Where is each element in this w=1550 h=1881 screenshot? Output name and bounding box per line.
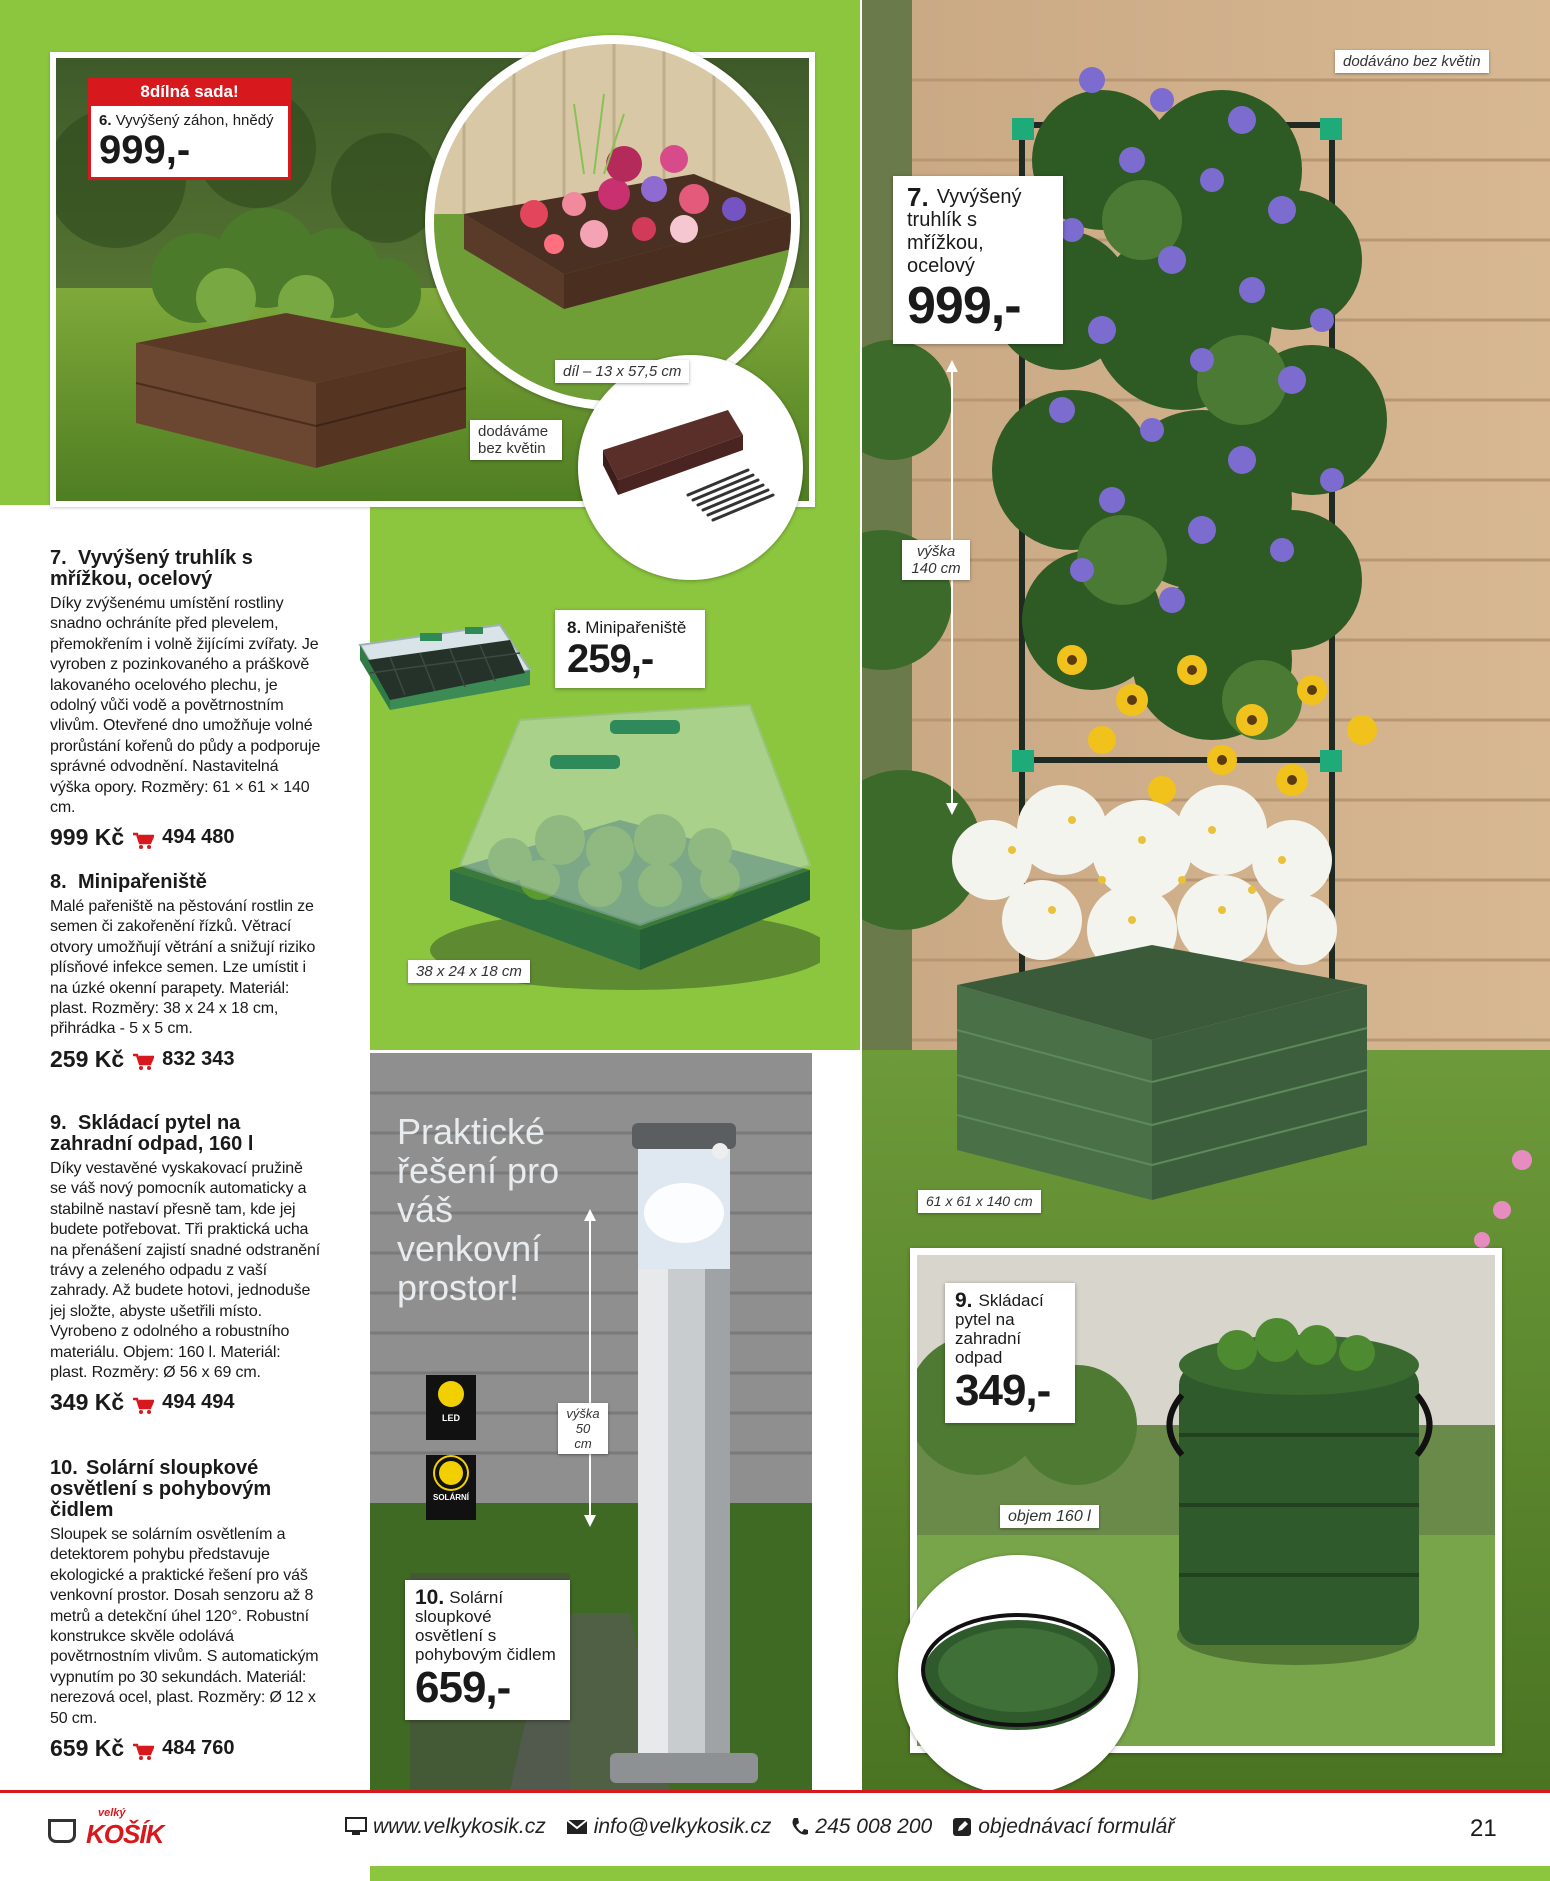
product-num: 7.: [50, 547, 67, 569]
footer-phone[interactable]: [791, 1815, 932, 1839]
price: 349 Kč: [50, 1389, 125, 1416]
set-banner: 8dílná sada!: [88, 78, 291, 106]
product-7: [50, 548, 322, 851]
tag-7-num: 7.: [907, 182, 929, 212]
phone-icon: [791, 1817, 809, 1837]
bulb-icon: [438, 1381, 464, 1407]
greenhouse-large: [420, 700, 820, 990]
label-no-flowers: dodáváme bez květin: [470, 420, 562, 460]
product-title-text: Vyvýšený truhlík s mřížkou, ocelový: [50, 547, 253, 590]
tag-num: 6.: [99, 112, 112, 129]
product-9: [50, 1113, 322, 1416]
flower-bed-circle: [425, 35, 800, 410]
product-desc: Díky vestavěné vyskakovací pružině se váš nový pomocník automaticky a stabilně nastaví přesně tam, kde jej budete potřebovat. Tři praktická ucha na přenášení zajistí snadné odstranění trávy a zeleného odpadu z vaší zahrady. Až budete hotovi, jednoduše jej složte, abyste ušetřili místo. Vyrobeno z odolného a robustního materiálu. Objem: 160 l. Materiál: plast. Rozměry: Ø 56 x 69 cm.: [50, 1160, 321, 1382]
footer-web[interactable]: [345, 1815, 546, 1839]
product-title-text: Solární sloupkové osvětlení s pohybovým čidlem: [50, 1457, 272, 1521]
logo-big: KOŠÍK: [86, 1819, 164, 1849]
footer: [0, 1790, 1550, 1866]
footer-email[interactable]: [566, 1815, 772, 1839]
tag-8-num: 8.: [567, 618, 582, 637]
product-title-text: Minipařeniště: [78, 871, 207, 893]
price-line: [50, 1735, 322, 1762]
product-10: [50, 1458, 322, 1762]
envelope-icon: [566, 1818, 588, 1836]
label-volume: objem 160 l: [1000, 1505, 1099, 1528]
product-num: 9.: [50, 1112, 67, 1134]
product-num: 10.: [50, 1457, 78, 1479]
footer-web-text: www.velkykosik.cz: [373, 1815, 546, 1838]
tag-8-price: 259,-: [567, 637, 654, 681]
footer-email-text: info@velkykosik.cz: [593, 1815, 772, 1838]
tag-7-price: 999,-: [907, 277, 1021, 335]
price: 659 Kč: [50, 1735, 125, 1762]
solar-label: SOLÁRNÍ: [433, 1493, 469, 1502]
product-title: [50, 872, 322, 893]
slogan: Praktické řešení pro váš venkovní prostor!: [397, 1111, 560, 1308]
logo-small: velký: [98, 1807, 126, 1819]
tag-7-name: Vyvýšený truhlík s mřížkou, ocelový: [907, 186, 1022, 277]
cart-icon[interactable]: [132, 1394, 154, 1412]
led-label: LED: [442, 1413, 460, 1423]
form-edit-icon: [952, 1817, 972, 1837]
label-part-size: díl – 13 x 57,5 cm: [555, 360, 689, 383]
parts-circle: [578, 355, 803, 580]
top-price-tag: [88, 106, 291, 180]
product-desc: Díky zvýšenému umístění rostliny snadno ochráníte před plevelem, přemokřením i volně žijícími zvířaty. Je vyroben z pozinkovaného a práškově lakovaného ocelového plechu, je odolný vůči vodě a povětrnostním vlivům. Otevřené dno umožňuje volné prorůstání kořenů do půdy a podporuje správné odvodnění. Nastavitelná výška opory. Rozměry: 61 × 61 × 140 cm.: [50, 595, 321, 817]
price-line: [50, 824, 322, 851]
cart-icon[interactable]: [132, 829, 154, 847]
footer-form-text: objednávací formulář: [978, 1815, 1175, 1838]
product-title: [50, 1458, 322, 1521]
order-code: 832 343: [162, 1047, 235, 1070]
led-badge: [426, 1375, 476, 1440]
product-title: [50, 548, 322, 590]
tag-10-name: Solární sloupkové osvětlení s pohybovým čidlem: [415, 1588, 556, 1664]
cart-icon[interactable]: [132, 1050, 154, 1068]
page-number: 21: [1470, 1815, 1497, 1842]
price: 259 Kč: [50, 1045, 125, 1072]
sun-icon: [439, 1461, 463, 1485]
cart-icon[interactable]: [132, 1740, 154, 1758]
product-num: 8.: [50, 871, 67, 893]
label-height-50: výška 50 cm: [558, 1403, 608, 1454]
order-code: 484 760: [162, 1737, 235, 1760]
tag-7: [893, 176, 1063, 344]
price-line: [50, 1046, 322, 1073]
product-8: [50, 872, 322, 1073]
price-line: [50, 1389, 322, 1416]
order-code: 494 480: [162, 826, 235, 849]
label-greenhouse-size: 38 x 24 x 18 cm: [408, 960, 530, 983]
monitor-icon: [345, 1817, 367, 1837]
tag-8: [555, 610, 705, 688]
tag-8-name: Minipařeniště: [585, 618, 687, 637]
product-title-text: Skládací pytel na zahradní odpad, 160 l: [50, 1112, 254, 1155]
tag-10: [405, 1580, 570, 1720]
tag-9-name: Skládací pytel na zahradní odpad: [955, 1291, 1044, 1367]
order-code: 494 494: [162, 1391, 235, 1414]
folded-bag-circle: [898, 1555, 1138, 1795]
label-height-140: výška 140 cm: [902, 540, 970, 580]
footer-links: [345, 1815, 1174, 1839]
footer-phone-text: 245 008 200: [815, 1815, 933, 1838]
tag-10-num: 10.: [415, 1586, 445, 1609]
solar-badge: [426, 1455, 476, 1520]
tag-9: [945, 1283, 1075, 1423]
product-desc: Malé pařeniště na pěstování rostlin ze semen či zakořenění řízků. Větrací otvory umožňují větrání a snižují riziko plísňové infekce semen. Lze umístit i na úzké okenní parapety. Materiál: plast. Rozměry: 38 x 24 x 18 cm, přihrádka - 5 x 5 cm.: [50, 898, 316, 1038]
tag-name: Vyvýšený záhon, hnědý: [115, 112, 274, 129]
label-no-flowers-2: dodáváno bez květin: [1335, 50, 1489, 73]
product-desc: Sloupek se solárním osvětlením a detektorem pohybu představuje ekologické a praktické řešení pro váš venkovní prostor. Dosah senzoru až 8 metrů a detekční úhel 120°. Robustní konstrukce skvěle odolává povětrnostním vlivům. S automatickým vypnutím po 30 sekundách. Materiál: nerezová ocel, plast. Rozměry: Ø 12 x 50 cm.: [50, 1526, 319, 1727]
footer-form[interactable]: [952, 1815, 1174, 1839]
logo[interactable]: [48, 1805, 178, 1855]
product-title: [50, 1113, 322, 1155]
tag-10-price: 659,-: [415, 1663, 511, 1712]
price: 999 Kč: [50, 824, 125, 851]
label-size-61: 61 x 61 x 140 cm: [918, 1190, 1041, 1213]
basket-icon: [48, 1819, 76, 1843]
tag-price: 999,-: [99, 128, 191, 172]
tag-9-price: 349,-: [955, 1366, 1051, 1415]
tag-9-num: 9.: [955, 1289, 973, 1312]
